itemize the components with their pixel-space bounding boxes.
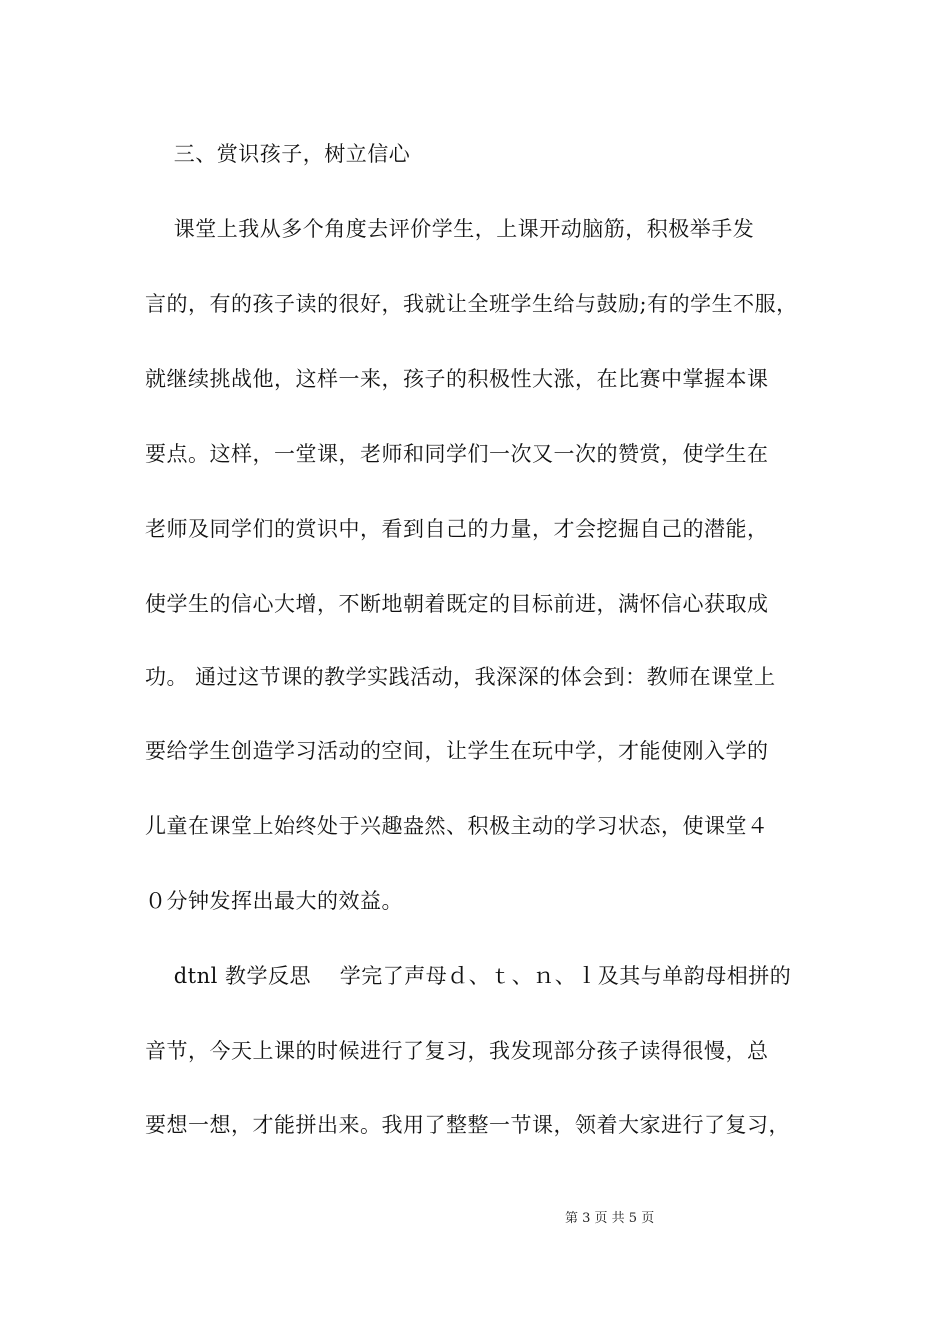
text-line: 功。 通过这节课的教学实践活动，我深深的体会到：教师在课堂上 xyxy=(145,665,776,689)
text-line: 要点。这样，一堂课，老师和同学们一次又一次的赞赏，使学生在 xyxy=(145,442,769,466)
text-line: ０分钟发挥出最大的效益。 xyxy=(145,889,403,913)
page-number-footer: 第 3 页 共 5 页 xyxy=(565,1211,655,1226)
heading-line: 三、赏识孩子，树立信心 xyxy=(145,142,411,166)
text-line: 要给学生创造学习活动的空间，让学生在玩中学，才能使刚入学的 xyxy=(145,739,769,763)
text-line: 儿童在课堂上始终处于兴趣盎然、积极主动的学习状态，使课堂４ xyxy=(145,814,769,838)
text-line: 言的，有的孩子读的很好，我就让全班学生给与鼓励;有的学生不服， xyxy=(145,292,798,316)
text-line: 使学生的信心大增，不断地朝着既定的目标前进，满怀信心获取成 xyxy=(145,592,769,616)
text-line: 音节，今天上课的时候进行了复习，我发现部分孩子读得很慢，总 xyxy=(145,1039,769,1063)
text-line: 要想一想，才能拼出来。我用了整整一节课，领着大家进行了复习， xyxy=(145,1113,790,1137)
text-line: 就继续挑战他，这样一来，孩子的积极性大涨，在比赛中掌握本课 xyxy=(145,367,769,391)
text-line: 老师及同学们的赏识中，看到自己的力量，才会挖掘自己的潜能， xyxy=(145,517,769,541)
text-line: 课堂上我从多个角度去评价学生，上课开动脑筋，积极举手发 xyxy=(145,217,755,241)
text-line: dtnl 教学反思 学完了声母ｄ、ｔ、ｎ、ｌ及其与单韵母相拼的 xyxy=(145,964,792,988)
